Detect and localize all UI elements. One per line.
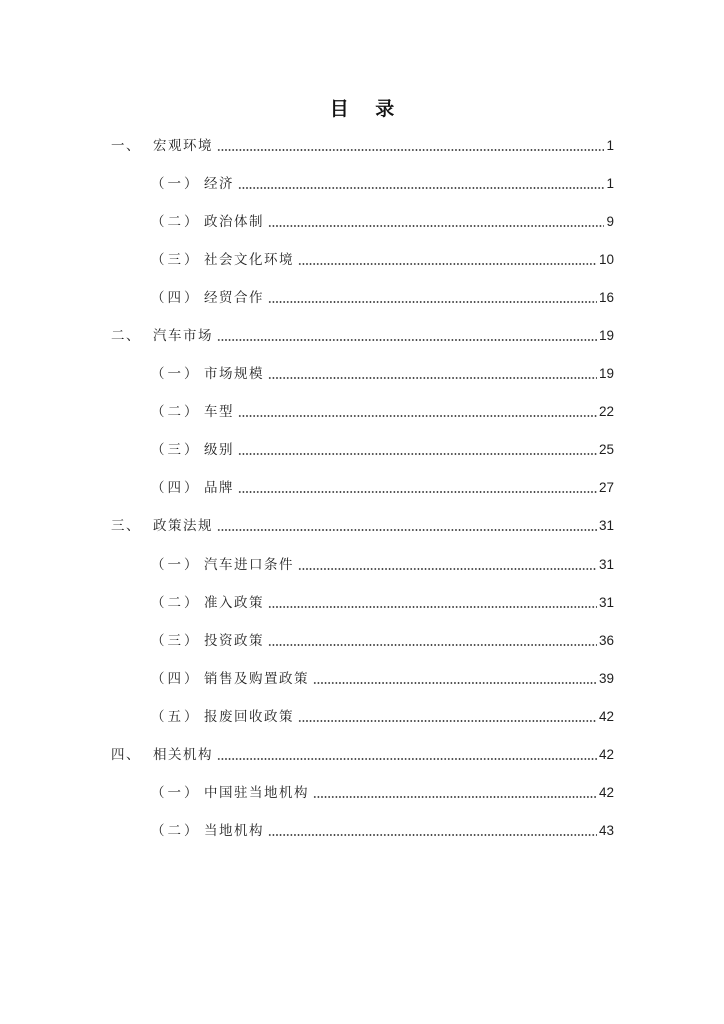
toc-subsection-entry[interactable] (0, 478, 724, 516)
toc-subsection-entry[interactable] (0, 593, 724, 631)
toc-entry-number: 三、 (111, 518, 141, 535)
toc-section-entry[interactable] (0, 136, 724, 174)
toc-entry-label: 当地机构 (204, 822, 264, 839)
toc-entry-number: （一） (151, 556, 201, 573)
toc-entry-label: 社会文化环境 (204, 252, 294, 269)
toc-entry-page-number: 42 (598, 708, 614, 724)
toc-entry-label: 政治体制 (204, 214, 264, 231)
toc-dot-leader (238, 174, 604, 194)
toc-entry-label: 报废回收政策 (204, 708, 294, 725)
toc-dot-leader (268, 821, 597, 841)
toc-dot-leader (313, 669, 597, 689)
toc-entry-number: 一、 (111, 138, 141, 154)
toc-entry-page-number: 42 (598, 746, 614, 762)
toc-entry-page-number: 31 (598, 594, 614, 610)
toc-section-entry[interactable] (0, 326, 724, 364)
toc-entry-label: 经贸合作 (204, 290, 264, 307)
toc-entry-page-number: 42 (598, 784, 614, 800)
toc-entry-label: 宏观环境 (153, 138, 213, 154)
toc-entry-number: （二） (151, 404, 201, 421)
toc-entry-number: （二） (151, 594, 201, 611)
toc-dot-leader (313, 783, 597, 803)
toc-dot-leader (298, 250, 597, 270)
toc-entry-label: 准入政策 (204, 594, 264, 611)
toc-entry-number: （四） (151, 670, 201, 687)
toc-section-entry[interactable] (0, 745, 724, 783)
toc-entry-page-number: 25 (598, 442, 614, 458)
toc-entry-page-number: 19 (598, 366, 614, 382)
toc-entry-label: 汽车市场 (153, 328, 213, 345)
toc-subsection-entry[interactable] (0, 288, 724, 326)
toc-entry-page-number: 1 (606, 138, 614, 153)
toc-dot-leader (238, 440, 597, 460)
toc-dot-leader (298, 707, 597, 727)
toc-dot-leader (217, 136, 604, 156)
toc-entry-number: （一） (151, 784, 201, 801)
toc-entry-number: （二） (151, 822, 201, 839)
toc-entry-number: （四） (151, 480, 201, 497)
toc-entry-page-number: 9 (606, 214, 614, 230)
toc-subsection-entry[interactable] (0, 783, 724, 821)
toc-entry-label: 投资政策 (204, 632, 264, 649)
toc-entry-label: 政策法规 (153, 518, 213, 535)
toc-dot-leader (268, 212, 604, 232)
toc-dot-leader (217, 516, 597, 536)
toc-entry-label: 市场规模 (204, 366, 264, 383)
toc-entry-label: 级别 (204, 442, 234, 459)
toc-entry-label: 相关机构 (153, 746, 213, 763)
toc-dot-leader (217, 745, 597, 765)
toc-entry-page-number: 31 (598, 518, 614, 534)
toc-subsection-entry[interactable] (0, 250, 724, 288)
toc-list (0, 136, 724, 859)
toc-entry-page-number: 36 (598, 632, 614, 648)
toc-entry-number: （一） (151, 366, 201, 383)
toc-entry-page-number: 22 (598, 404, 614, 420)
toc-dot-leader (268, 364, 597, 384)
toc-subsection-entry[interactable] (0, 707, 724, 745)
toc-entry-number: 二、 (111, 328, 141, 345)
toc-entry-number: （二） (151, 214, 201, 231)
toc-subsection-entry[interactable] (0, 402, 724, 440)
toc-entry-page-number: 39 (598, 670, 614, 686)
toc-section-entry[interactable] (0, 516, 724, 554)
toc-entry-page-number: 10 (598, 252, 614, 268)
toc-subsection-entry[interactable] (0, 364, 724, 402)
toc-entry-label: 中国驻当地机构 (204, 784, 309, 801)
toc-entry-label: 汽车进口条件 (204, 556, 294, 573)
toc-entry-number: （三） (151, 442, 201, 459)
toc-entry-page-number: 27 (598, 480, 614, 496)
toc-subsection-entry[interactable] (0, 821, 724, 859)
toc-subsection-entry[interactable] (0, 631, 724, 669)
toc-entry-number: 四、 (111, 746, 141, 763)
toc-subsection-entry[interactable] (0, 669, 724, 707)
toc-entry-label: 经济 (204, 176, 234, 193)
toc-entry-label: 品牌 (204, 480, 234, 497)
toc-entry-page-number: 43 (598, 822, 614, 838)
toc-entry-number: （一） (151, 176, 201, 193)
toc-entry-page-number: 19 (598, 328, 614, 344)
toc-entry-number: （三） (151, 252, 201, 269)
toc-dot-leader (238, 402, 597, 422)
toc-entry-number: （五） (151, 708, 201, 725)
toc-title: 目 录 (329, 98, 405, 120)
toc-subsection-entry[interactable] (0, 174, 724, 212)
toc-entry-page-number: 31 (598, 556, 614, 572)
toc-dot-leader (238, 478, 597, 498)
toc-dot-leader (268, 593, 597, 613)
toc-subsection-entry[interactable] (0, 555, 724, 593)
toc-entry-page-number: 1 (606, 176, 614, 192)
toc-dot-leader (298, 555, 597, 575)
toc-subsection-entry[interactable] (0, 212, 724, 250)
toc-entry-page-number: 16 (598, 290, 614, 306)
toc-entry-number: （三） (151, 632, 201, 649)
toc-dot-leader (217, 326, 597, 346)
toc-dot-leader (268, 288, 597, 308)
toc-subsection-entry[interactable] (0, 440, 724, 478)
toc-dot-leader (268, 631, 597, 651)
toc-entry-label: 销售及购置政策 (204, 670, 309, 687)
toc-entry-label: 车型 (204, 404, 234, 421)
toc-entry-number: （四） (151, 290, 201, 307)
